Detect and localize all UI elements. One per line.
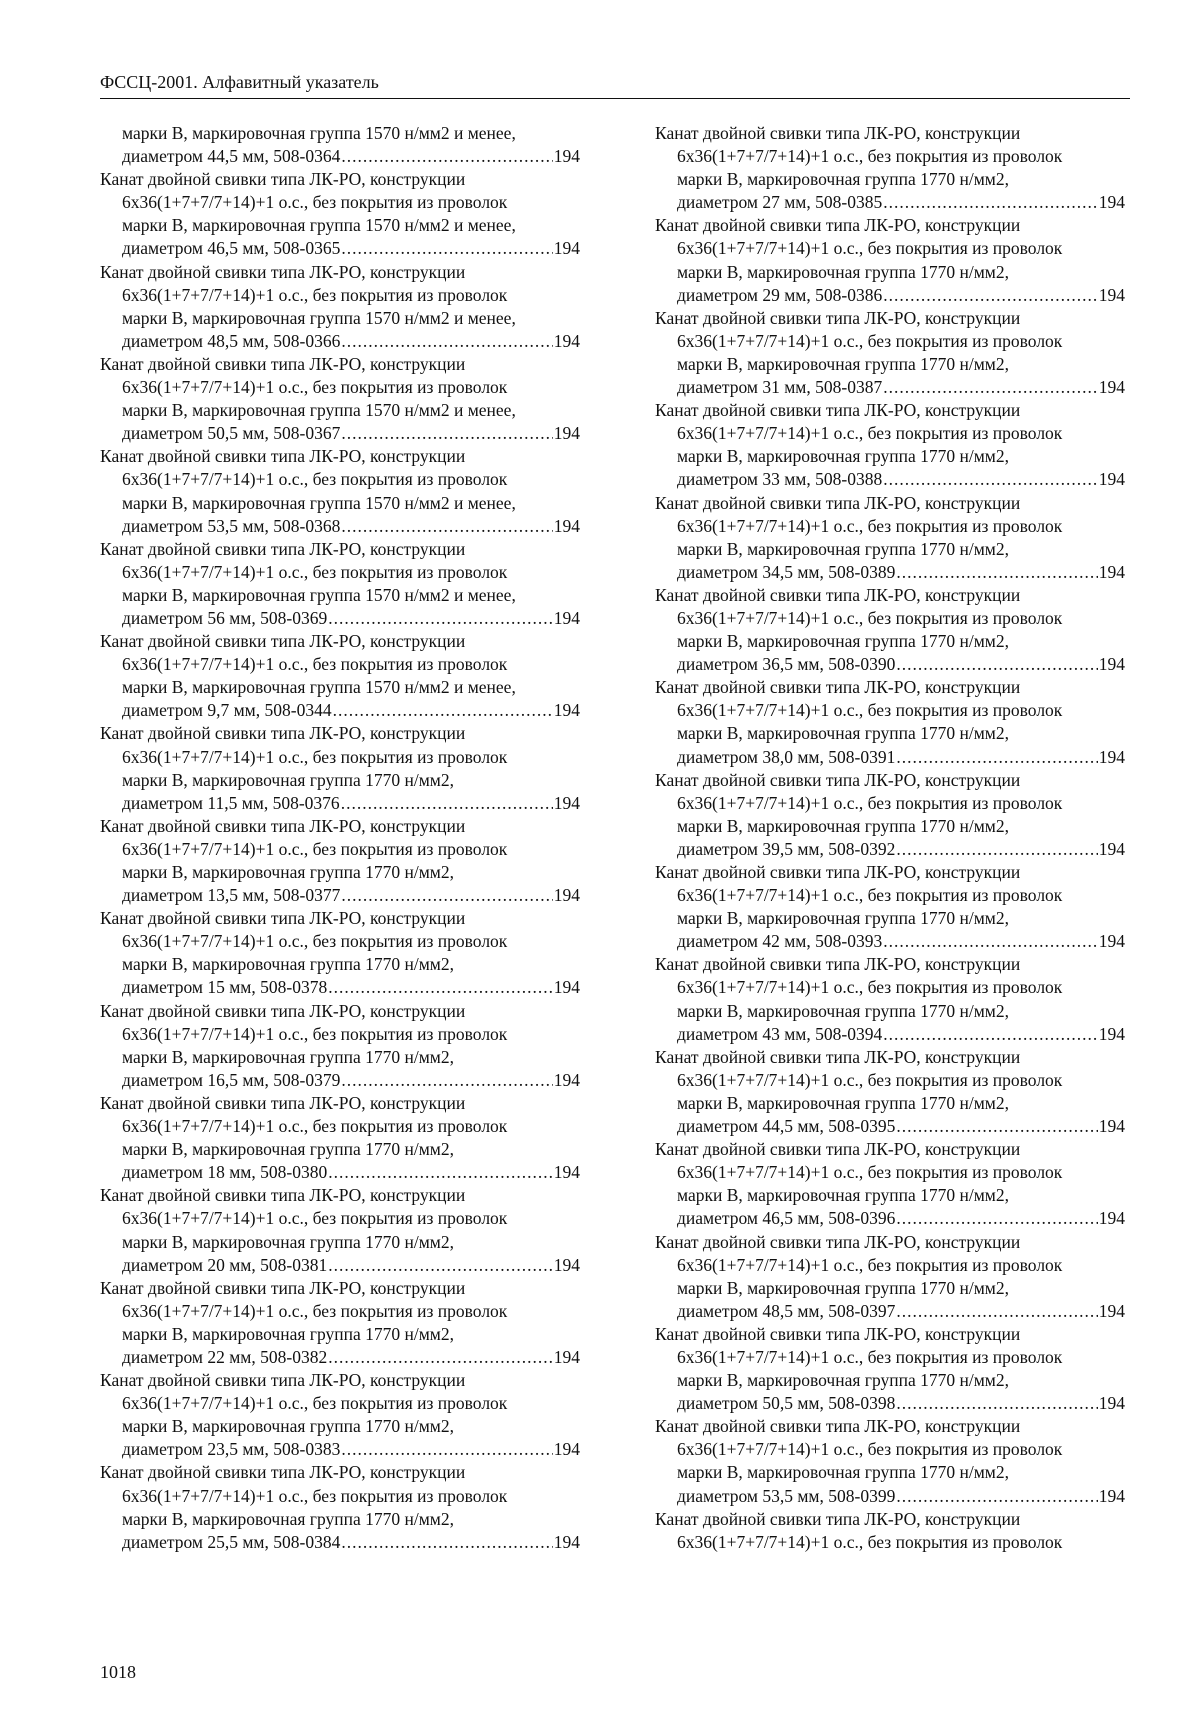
entry-page-ref: 194 <box>553 515 580 536</box>
index-entry <box>100 1369 580 1461</box>
entry-text-line: 6х36(1+7+7/7+14)+1 о.с., без покрытия из проволок <box>677 1439 1063 1460</box>
entry-final-line <box>100 699 580 722</box>
entry-final-line <box>655 1023 1125 1046</box>
entry-diameter-code: диаметром 43 мм, 508-0394 <box>677 1023 883 1044</box>
entry-diameter-code: диаметром 15 мм, 508-0378 <box>122 977 328 998</box>
entry-title-line: Канат двойной свивки типа ЛК-РО, конструкции <box>655 1231 1021 1252</box>
entry-title-line: Канат двойной свивки типа ЛК-РО, конструкции <box>100 1185 466 1206</box>
entry-page-ref: 194 <box>553 238 580 259</box>
entry-diameter-code: диаметром 48,5 мм, 508-0397 <box>677 1300 896 1321</box>
entry-page-ref: 194 <box>553 700 580 721</box>
entry-final-line <box>655 1485 1125 1508</box>
index-entry <box>655 214 1125 306</box>
index-entry <box>655 307 1125 399</box>
entry-title-line: Канат двойной свивки типа ЛК-РО, конструкции <box>655 123 1021 143</box>
entry-page-ref: 194 <box>1098 1393 1125 1414</box>
entry-text-line: 6х36(1+7+7/7+14)+1 о.с., без покрытия из проволок <box>122 1023 508 1044</box>
dot-leader <box>896 1115 1097 1138</box>
entry-text-line: марки В, маркировочная группа 1770 н/мм2, <box>122 954 454 975</box>
entry-text-line: марки В, маркировочная группа 1770 н/мм2, <box>677 1370 1009 1391</box>
entry-final-line <box>655 191 1125 214</box>
index-entry <box>100 445 580 537</box>
index-entry <box>655 1138 1125 1230</box>
entry-text-line: 6х36(1+7+7/7+14)+1 о.с., без покрытия из проволок <box>122 1116 508 1137</box>
entry-text-line: марки В, маркировочная группа 1570 н/мм2 и менее, <box>122 492 516 513</box>
entry-text-line: 6х36(1+7+7/7+14)+1 о.с., без покрытия из проволок <box>122 284 508 305</box>
dot-leader <box>896 746 1097 769</box>
index-entry <box>655 1415 1125 1507</box>
entry-text-line: марки В, маркировочная группа 1770 н/мм2, <box>677 1277 1009 1298</box>
entry-final-line <box>100 1254 580 1277</box>
dot-leader <box>341 515 552 538</box>
entry-title-line: Канат двойной свивки типа ЛК-РО, конструкции <box>655 1323 1021 1344</box>
index-entry-continuation <box>100 122 580 168</box>
index-entry <box>100 1184 580 1276</box>
entry-text-line: 6х36(1+7+7/7+14)+1 о.с., без покрытия из проволок <box>122 1485 508 1506</box>
index-entry <box>100 1277 580 1369</box>
entry-text-line: марки В, маркировочная группа 1570 н/мм2 и менее, <box>122 123 516 143</box>
entry-text-line: марки В, маркировочная группа 1770 н/мм2, <box>122 1416 454 1437</box>
entry-diameter-code: диаметром 42 мм, 508-0393 <box>677 931 883 952</box>
dot-leader <box>328 607 553 630</box>
index-entry <box>655 769 1125 861</box>
entry-text-line: марки В, маркировочная группа 1570 н/мм2 и менее, <box>122 307 516 328</box>
entry-final-line <box>100 976 580 999</box>
entry-diameter-code: диаметром 46,5 мм, 508-0365 <box>122 238 341 259</box>
index-entry <box>100 1461 580 1553</box>
entry-final-line <box>100 237 580 260</box>
entry-page-ref: 194 <box>1098 1116 1125 1137</box>
entry-title-line: Канат двойной свивки типа ЛК-РО, конструкции <box>655 307 1021 328</box>
entry-page-ref: 194 <box>553 977 580 998</box>
entry-final-line <box>655 838 1125 861</box>
entry-text-line: 6х36(1+7+7/7+14)+1 о.с., без покрытия из проволок <box>122 746 508 767</box>
dot-leader <box>896 1207 1097 1230</box>
entry-page-ref: 194 <box>553 1346 580 1367</box>
dot-leader <box>328 1254 553 1277</box>
entry-diameter-code: диаметром 16,5 мм, 508-0379 <box>122 1069 341 1090</box>
index-entry <box>100 538 580 630</box>
dot-leader <box>341 422 552 445</box>
entry-text-line: 6х36(1+7+7/7+14)+1 о.с., без покрытия из проволок <box>677 330 1063 351</box>
dot-leader <box>896 1300 1097 1323</box>
entry-final-line <box>100 145 580 168</box>
entry-diameter-code: диаметром 27 мм, 508-0385 <box>677 192 883 213</box>
entry-title-line: Канат двойной свивки типа ЛК-РО, конструкции <box>100 1000 466 1021</box>
dot-leader <box>341 145 552 168</box>
entry-title-line: Канат двойной свивки типа ЛК-РО, конструкции <box>100 261 466 282</box>
entry-page-ref: 194 <box>553 1439 580 1460</box>
entry-final-line <box>100 330 580 353</box>
entry-text-line: марки В, маркировочная группа 1770 н/мм2, <box>677 169 1009 190</box>
index-entry <box>655 584 1125 676</box>
entry-title-line: Канат двойной свивки типа ЛК-РО, конструкции <box>655 677 1021 698</box>
index-entry <box>100 168 580 260</box>
entry-text-line: 6х36(1+7+7/7+14)+1 о.с., без покрытия из проволок <box>677 423 1063 444</box>
entry-text-line: марки В, маркировочная группа 1770 н/мм2, <box>677 723 1009 744</box>
entry-final-line <box>655 1392 1125 1415</box>
entry-title-line: Канат двойной свивки типа ЛК-РО, конструкции <box>100 169 466 190</box>
entry-page-ref: 194 <box>1098 1023 1125 1044</box>
index-entry <box>655 399 1125 491</box>
index-entry <box>655 1046 1125 1138</box>
entry-text-line: марки В, маркировочная группа 1570 н/мм2 и менее, <box>122 215 516 236</box>
entry-final-line <box>655 930 1125 953</box>
entry-text-line: марки В, маркировочная группа 1770 н/мм2, <box>677 908 1009 929</box>
entry-final-line <box>100 1346 580 1369</box>
entry-title-line: Канат двойной свивки типа ЛК-РО, конструкции <box>655 769 1021 790</box>
entry-page-ref: 194 <box>553 1162 580 1183</box>
entry-diameter-code: диаметром 46,5 мм, 508-0396 <box>677 1208 896 1229</box>
entry-page-ref: 194 <box>553 330 580 351</box>
entry-diameter-code: диаметром 53,5 мм, 508-0368 <box>122 515 341 536</box>
entry-text-line: марки В, маркировочная группа 1770 н/мм2, <box>677 815 1009 836</box>
entry-diameter-code: диаметром 9,7 мм, 508-0344 <box>122 700 332 721</box>
entry-title-line: Канат двойной свивки типа ЛК-РО, конструкции <box>100 631 466 652</box>
entry-text-line: 6х36(1+7+7/7+14)+1 о.с., без покрытия из проволок <box>677 1069 1063 1090</box>
left-index-column <box>100 122 580 1554</box>
entry-final-line <box>100 1069 580 1092</box>
entry-text-line: 6х36(1+7+7/7+14)+1 о.с., без покрытия из проволок <box>122 654 508 675</box>
dot-leader <box>896 561 1097 584</box>
entry-text-line: марки В, маркировочная группа 1770 н/мм2, <box>122 862 454 882</box>
entry-text-line: 6х36(1+7+7/7+14)+1 о.с., без покрытия из проволок <box>677 1162 1063 1183</box>
entry-final-line <box>655 468 1125 491</box>
dot-leader <box>896 653 1097 676</box>
entry-title-line: Канат двойной свивки типа ЛК-РО, конструкции <box>100 723 466 744</box>
entry-text-line: марки В, маркировочная группа 1770 н/мм2, <box>122 769 454 790</box>
entry-diameter-code: диаметром 25,5 мм, 508-0384 <box>122 1531 341 1552</box>
entry-text-line: марки В, маркировочная группа 1770 н/мм2, <box>122 1323 454 1344</box>
entry-page-ref: 194 <box>553 607 580 628</box>
entry-text-line: 6х36(1+7+7/7+14)+1 о.с., без покрытия из проволок <box>677 146 1063 167</box>
index-entry <box>100 1000 580 1092</box>
entry-title-line: Канат двойной свивки типа ЛК-РО, конструкции <box>655 1139 1021 1160</box>
entry-title-line: Канат двойной свивки типа ЛК-РО, конструкции <box>655 400 1021 421</box>
entry-text-line: 6х36(1+7+7/7+14)+1 о.с., без покрытия из проволок <box>122 377 508 398</box>
entry-title-line: Канат двойной свивки типа ЛК-РО, конструкции <box>100 908 466 929</box>
index-entry <box>655 861 1125 953</box>
dot-leader <box>896 838 1097 861</box>
entry-title-line: Канат двойной свивки типа ЛК-РО, конструкции <box>655 1508 1021 1529</box>
entry-diameter-code: диаметром 44,5 мм, 508-0364 <box>122 146 341 167</box>
entry-text-line: марки В, маркировочная группа 1770 н/мм2, <box>677 538 1009 559</box>
entry-final-line <box>655 376 1125 399</box>
index-entry <box>655 492 1125 584</box>
index-entry <box>100 353 580 445</box>
entry-title-line: Канат двойной свивки типа ЛК-РО, конструкции <box>655 492 1021 513</box>
entry-page-ref: 194 <box>1098 746 1125 767</box>
entry-title-line: Канат двойной свивки типа ЛК-РО, конструкции <box>100 353 466 374</box>
index-entry <box>100 815 580 907</box>
entry-diameter-code: диаметром 29 мм, 508-0386 <box>677 284 883 305</box>
entry-title-line: Канат двойной свивки типа ЛК-РО, конструкции <box>100 815 466 836</box>
entry-text-line: марки В, маркировочная группа 1770 н/мм2, <box>122 1046 454 1067</box>
entry-final-line <box>100 1531 580 1554</box>
entry-diameter-code: диаметром 13,5 мм, 508-0377 <box>122 885 341 906</box>
entry-diameter-code: диаметром 53,5 мм, 508-0399 <box>677 1485 896 1506</box>
index-entry <box>655 1323 1125 1415</box>
dot-leader <box>341 1438 552 1461</box>
entry-title-line: Канат двойной свивки типа ЛК-РО, конструкции <box>100 1277 466 1298</box>
entry-title-line: Канат двойной свивки типа ЛК-РО, конструкции <box>655 1416 1021 1437</box>
entry-text-line: 6х36(1+7+7/7+14)+1 о.с., без покрытия из проволок <box>122 192 508 213</box>
entry-text-line: 6х36(1+7+7/7+14)+1 о.с., без покрытия из проволок <box>122 1300 508 1321</box>
entry-text-line: марки В, маркировочная группа 1770 н/мм2, <box>122 1139 454 1160</box>
dot-leader <box>883 284 1098 307</box>
entry-text-line: марки В, маркировочная группа 1770 н/мм2, <box>677 1185 1009 1206</box>
entry-text-line: 6х36(1+7+7/7+14)+1 о.с., без покрытия из проволок <box>677 1531 1063 1552</box>
entry-page-ref: 194 <box>553 423 580 444</box>
entry-title-line: Канат двойной свивки типа ЛК-РО, конструкции <box>100 1092 466 1113</box>
entry-final-line <box>655 1207 1125 1230</box>
entry-final-line <box>655 1300 1125 1323</box>
entry-final-line <box>100 1438 580 1461</box>
dot-leader <box>341 237 552 260</box>
dot-leader <box>883 376 1098 399</box>
entry-diameter-code: диаметром 48,5 мм, 508-0366 <box>122 330 341 351</box>
dot-leader <box>341 884 552 907</box>
entry-final-line <box>100 792 580 815</box>
entry-text-line: 6х36(1+7+7/7+14)+1 о.с., без покрытия из проволок <box>677 238 1063 259</box>
entry-text-line: марки В, маркировочная группа 1770 н/мм2, <box>677 1000 1009 1021</box>
entry-page-ref: 194 <box>1098 1208 1125 1229</box>
entry-final-line <box>100 884 580 907</box>
entry-page-ref: 194 <box>553 1254 580 1275</box>
dot-leader <box>883 1023 1098 1046</box>
dot-leader <box>341 1531 552 1554</box>
entry-text-line: 6х36(1+7+7/7+14)+1 о.с., без покрытия из проволок <box>677 607 1063 628</box>
dot-leader <box>341 330 552 353</box>
entry-final-line <box>100 422 580 445</box>
entry-title-line: Канат двойной свивки типа ЛК-РО, конструкции <box>655 584 1021 605</box>
dot-leader <box>333 699 553 722</box>
entry-diameter-code: диаметром 18 мм, 508-0380 <box>122 1162 328 1183</box>
entry-page-ref: 194 <box>1098 561 1125 582</box>
entry-page-ref: 194 <box>553 792 580 813</box>
entry-diameter-code: диаметром 20 мм, 508-0381 <box>122 1254 328 1275</box>
entry-title-line: Канат двойной свивки типа ЛК-РО, конструкции <box>100 1370 466 1391</box>
entry-title-line: Канат двойной свивки типа ЛК-РО, конструкции <box>100 1462 466 1483</box>
entry-text-line: марки В, маркировочная группа 1770 н/мм2, <box>122 1231 454 1252</box>
entry-text-line: марки В, маркировочная группа 1570 н/мм2 и менее, <box>122 400 516 421</box>
entry-diameter-code: диаметром 11,5 мм, 508-0376 <box>122 792 340 813</box>
entry-final-line <box>100 607 580 630</box>
entry-text-line: 6х36(1+7+7/7+14)+1 о.с., без покрытия из проволок <box>122 469 508 490</box>
entry-page-ref: 194 <box>1098 931 1125 952</box>
entry-text-line: 6х36(1+7+7/7+14)+1 о.с., без покрытия из проволок <box>677 1346 1063 1367</box>
index-entry <box>100 722 580 814</box>
entry-text-line: марки В, маркировочная группа 1770 н/мм2, <box>677 1092 1009 1113</box>
entry-text-line: 6х36(1+7+7/7+14)+1 о.с., без покрытия из проволок <box>677 792 1063 813</box>
entry-page-ref: 194 <box>1098 1300 1125 1321</box>
entry-title-line: Канат двойной свивки типа ЛК-РО, конструкции <box>655 215 1021 236</box>
entry-page-ref: 194 <box>553 1531 580 1552</box>
index-entry <box>655 122 1125 214</box>
entry-page-ref: 194 <box>1098 469 1125 490</box>
dot-leader <box>883 191 1098 214</box>
entry-text-line: 6х36(1+7+7/7+14)+1 о.с., без покрытия из проволок <box>122 1208 508 1229</box>
dot-leader <box>328 1346 553 1369</box>
entry-diameter-code: диаметром 36,5 мм, 508-0390 <box>677 654 896 675</box>
entry-final-line <box>655 561 1125 584</box>
entry-title-line: Канат двойной свивки типа ЛК-РО, конструкции <box>655 862 1021 882</box>
entry-page-ref: 194 <box>1098 284 1125 305</box>
entry-final-line <box>100 515 580 538</box>
entry-text-line: марки В, маркировочная группа 1770 н/мм2, <box>677 1462 1009 1483</box>
index-entry <box>655 1508 1125 1554</box>
entry-diameter-code: диаметром 23,5 мм, 508-0383 <box>122 1439 341 1460</box>
entry-text-line: марки В, маркировочная группа 1570 н/мм2 и менее, <box>122 677 516 698</box>
entry-diameter-code: диаметром 39,5 мм, 508-0392 <box>677 838 896 859</box>
dot-leader <box>328 1161 553 1184</box>
dot-leader <box>883 468 1098 491</box>
entry-text-line: марки В, маркировочная группа 1770 н/мм2, <box>122 1508 454 1529</box>
index-entry <box>655 676 1125 768</box>
index-entry <box>100 907 580 999</box>
entry-text-line: марки В, маркировочная группа 1770 н/мм2, <box>677 446 1009 467</box>
entry-final-line <box>655 1115 1125 1138</box>
entry-text-line: 6х36(1+7+7/7+14)+1 о.с., без покрытия из проволок <box>677 700 1063 721</box>
entry-final-line <box>100 1161 580 1184</box>
entry-text-line: 6х36(1+7+7/7+14)+1 о.с., без покрытия из проволок <box>122 838 508 859</box>
entry-diameter-code: диаметром 22 мм, 508-0382 <box>122 1346 328 1367</box>
entry-final-line <box>655 284 1125 307</box>
index-entry <box>655 953 1125 1045</box>
entry-title-line: Канат двойной свивки типа ЛК-РО, конструкции <box>100 446 466 467</box>
entry-text-line: 6х36(1+7+7/7+14)+1 о.с., без покрытия из проволок <box>677 1254 1063 1275</box>
entry-text-line: марки В, маркировочная группа 1570 н/мм2 и менее, <box>122 584 516 605</box>
entry-diameter-code: диаметром 50,5 мм, 508-0398 <box>677 1393 896 1414</box>
page-number: 1018 <box>100 1662 136 1682</box>
entry-diameter-code: диаметром 56 мм, 508-0369 <box>122 607 328 628</box>
dot-leader <box>883 930 1098 953</box>
entry-text-line: марки В, маркировочная группа 1770 н/мм2, <box>677 261 1009 282</box>
entry-text-line: 6х36(1+7+7/7+14)+1 о.с., без покрытия из проволок <box>677 515 1063 536</box>
entry-diameter-code: диаметром 38,0 мм, 508-0391 <box>677 746 896 767</box>
dot-leader <box>341 1069 552 1092</box>
entry-text-line: 6х36(1+7+7/7+14)+1 о.с., без покрытия из проволок <box>677 885 1063 906</box>
entry-text-line: 6х36(1+7+7/7+14)+1 о.с., без покрытия из проволок <box>677 977 1063 998</box>
entry-diameter-code: диаметром 44,5 мм, 508-0395 <box>677 1116 896 1137</box>
entry-diameter-code: диаметром 33 мм, 508-0388 <box>677 469 883 490</box>
entry-final-line <box>655 746 1125 769</box>
entry-page-ref: 194 <box>1098 192 1125 213</box>
entry-title-line: Канат двойной свивки типа ЛК-РО, конструкции <box>655 1046 1021 1067</box>
dot-leader <box>896 1485 1097 1508</box>
entry-title-line: Канат двойной свивки типа ЛК-РО, конструкции <box>655 954 1021 975</box>
entry-text-line: 6х36(1+7+7/7+14)+1 о.с., без покрытия из проволок <box>122 1393 508 1414</box>
dot-leader <box>896 1392 1097 1415</box>
entry-text-line: марки В, маркировочная группа 1770 н/мм2, <box>677 353 1009 374</box>
entry-page-ref: 194 <box>553 1069 580 1090</box>
entry-text-line: марки В, маркировочная группа 1770 н/мм2, <box>677 631 1009 652</box>
entry-final-line <box>655 653 1125 676</box>
entry-title-line: Канат двойной свивки типа ЛК-РО, конструкции <box>100 538 466 559</box>
entry-text-line: 6х36(1+7+7/7+14)+1 о.с., без покрытия из проволок <box>122 931 508 952</box>
entry-page-ref: 194 <box>553 885 580 906</box>
entry-diameter-code: диаметром 31 мм, 508-0387 <box>677 377 883 398</box>
entry-diameter-code: диаметром 34,5 мм, 508-0389 <box>677 561 896 582</box>
index-entry <box>655 1231 1125 1323</box>
entry-page-ref: 194 <box>1098 838 1125 859</box>
entry-diameter-code: диаметром 50,5 мм, 508-0367 <box>122 423 341 444</box>
page-header <box>100 72 1130 99</box>
entry-page-ref: 194 <box>1098 1485 1125 1506</box>
dot-leader <box>328 976 553 999</box>
running-header-title: ФССЦ-2001. Алфавитный указатель <box>100 72 379 92</box>
index-entry <box>100 261 580 353</box>
right-index-column <box>655 122 1125 1554</box>
dot-leader <box>341 792 553 815</box>
entry-text-line: 6х36(1+7+7/7+14)+1 о.с., без покрытия из проволок <box>122 561 508 582</box>
entry-page-ref: 194 <box>553 146 580 167</box>
index-entry <box>100 630 580 722</box>
index-entry <box>100 1092 580 1184</box>
entry-page-ref: 194 <box>1098 654 1125 675</box>
entry-page-ref: 194 <box>1098 377 1125 398</box>
